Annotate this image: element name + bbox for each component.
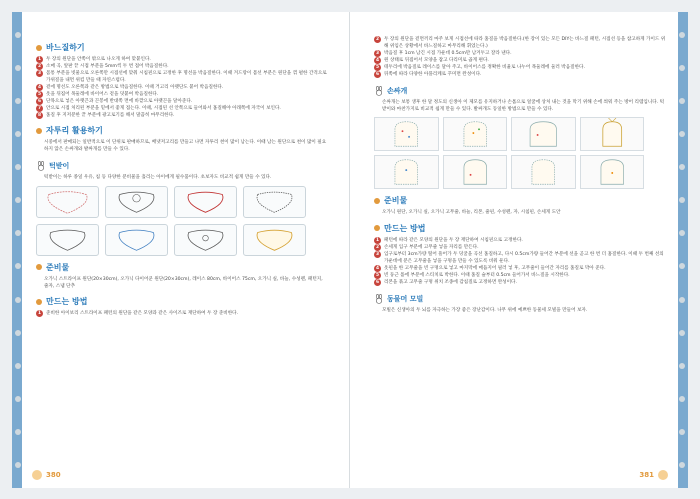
- step-item: 6 단목으로 넣은 아랫끈과 끈봉에 반대쪽 면에 바깥으로 아랫끈을 달아준다.: [37, 99, 193, 104]
- step-item: 5 옷을 뒤집어 목둘레에 바이어스 겉을 덧붙여 박음질한다.: [37, 92, 159, 97]
- section-title: 준비물: [374, 195, 666, 206]
- diagram-step: [243, 224, 306, 256]
- diagram-step: [36, 224, 99, 256]
- step-item: 1 준비한 아이보리 스트라이프 패턴의 원단을 같은 모양과 같은 사이즈로 재단하여 두 장 준비한다.: [37, 311, 239, 317]
- mitten-photo: [443, 117, 508, 151]
- materials-list: 오가닉 원단, 오가닉 실, 오가닉 고무줄, 바늘, 리본, 줄핀, 수성펜, 자, 시침핀, 손세게 도안: [382, 210, 561, 216]
- mitten-photo-grid: [374, 117, 644, 189]
- step-item: 5 테두리에 박음질로 레이스를 달아 주고, 바이어스를 정확한 비율로 나누어 목둘레에 둘러 박음질한다.: [375, 65, 585, 70]
- bullet-icon: [374, 225, 380, 231]
- step-item: 4 겉에 명선도 오른쪽과 같은 방법으로 박음질한다. 이때 거고리 아랫단도 붙어 박음질한다.: [37, 85, 224, 90]
- step-item: 1 두 장의 원단을 안쪽이 밖으로 나오게 하여 맞붙인다.: [37, 57, 151, 62]
- section-paragraph: 시중에서 판매되는 일반적으로 이 단위로 판매하므로, 배냇저고리를 만들고 나면 자투리 천이 많이 남는다. 이때 남는 원단으로 천이 많이 필요하지 않은 손싸개와 발싸개를 만들 수 있다.: [44, 140, 327, 153]
- bullet-icon: [36, 128, 42, 134]
- step-item: 3 몸통 부분을 빗물으로 오른쪽만 시접선에 맞춰 시침핀으로 고정한 후 명선을 박음질한다. 이때 겨드랑이 몸선 부분은 원단을 꺾 펼한 간격으로 가위질을 내면 위킴 만들 때 자연스럽다.: [37, 71, 327, 83]
- section-paragraph: 모빌은 신생아의 두 뇌를 자극하는 가장 좋은 장난감이다. 나무 위에 예쁘한 동물셰 모빌을 만들어 보자.: [382, 307, 588, 313]
- mitten-photo: [443, 155, 508, 189]
- section-title: 만드는 방법: [36, 296, 328, 307]
- section-title: 자투리 활용하기: [36, 125, 328, 136]
- step-item: 2 두 장의 원단을 겉면끼리 마주 보게 시접선에 따라 홈질을 박음질한다.(한 장이 있는 모든 DIY는 바느질 패턴, 시접선 등을 참고하게 가이드 위해 위임은 상황에서 바느질하고 마무리해 휘었는다.): [375, 37, 666, 49]
- mitten-photo: [374, 117, 439, 151]
- step-item: 5 빈 둥근 틀에 부분에 스티치로 박한다. 이때 홈질 슬부터 0.5cm 들어가서 바느질을 시작한다.: [375, 272, 570, 278]
- mitten-photo: [580, 117, 645, 151]
- step-item: 6 뒤쪽에 따라 다양한 아플리케로 꾸미면 완성이다.: [375, 72, 482, 77]
- section-title: 준비물: [36, 262, 328, 273]
- materials-list: 오가닉 스트라이프 원단(20×30cm), 오가닉 다이어쿤 원단(20×30cm), 레이스 80cm, 바이어스 75cm, 오가닉 실, 바늘, 수성펜, 패턴지, 줄자, 스냅 단추: [44, 276, 323, 289]
- step-item: 2 손세게 입구 부분에 고무줄 넣을 자리를 만든다.: [375, 244, 479, 250]
- steps-list: [374, 36, 666, 78]
- subheading: 동물머 모빌: [374, 294, 666, 304]
- bullet-icon: [374, 198, 380, 204]
- section-title: 바느질하기: [36, 42, 328, 53]
- binding-holes: [676, 32, 688, 468]
- mitten-photo: [511, 117, 576, 151]
- page-number: 381: [639, 470, 668, 480]
- section-paragraph: 손싸개는 보통 생후 한 달 정도의 신생아 이 제모를 유지하거나 손톱으로 얼굴에 상처 내는 것을 막기 위해 손에 씌워 주는 방어 리템입니다. 턱받이와 마찬가지로 비교적 쉽게 만들 수 있다. 발싸개도 동일한 방법으로 만들 수 있다.: [382, 100, 665, 113]
- flower-icon: [658, 470, 668, 480]
- bunny-icon: [374, 294, 384, 304]
- step-item: 1 패턴에 따라 같은 모양의 원단을 두 장 재단하여 시침핀으로 고정한다.: [375, 237, 523, 243]
- step-item: 4 원 상태로 뒤집어서 모양을 잡고 다리미로 곱게 편다.: [375, 58, 489, 63]
- bullet-icon: [36, 299, 42, 305]
- step-item: 6 리본을 묶고 고무줄 구멍 위치 조종에 감침질로 고정하면 완성이다.: [375, 279, 517, 285]
- diagram-step: [36, 186, 99, 218]
- diagram-step: [105, 186, 168, 218]
- diagram-step: [105, 224, 168, 256]
- right-page: [350, 12, 688, 488]
- right-content: [374, 36, 666, 314]
- steps-list: [36, 56, 328, 119]
- book-spread: [12, 12, 688, 488]
- bib-pattern-diagram: [36, 186, 306, 256]
- step-item: 3 박음질 후 1cm 남긴 시접 가운데 0.5cm만 남겨두고 잘라 낸다.: [375, 51, 512, 56]
- diagram-step: [174, 224, 237, 256]
- step-item: 8 홈질 후 지저분한 끝 부분에 광고로기를 해서 말끔히 마무리한다.: [37, 113, 175, 118]
- section-paragraph: 턱받이는 하루 종일 우유, 침 등 다양한 분비물을 흘리는 아이에게 필수품이다. 초보자도 비교적 쉽게 만들 수 있다.: [44, 175, 272, 181]
- mitten-photo: [374, 155, 439, 189]
- subheading: 손싸개: [374, 86, 666, 96]
- subheading: 턱받이: [36, 161, 328, 171]
- bullet-icon: [36, 264, 42, 270]
- step-item: 3 입구로부터 3cm가량 떨어 뜰어가 두 덩굴을 곡선 홈질하고, 다시 0.5cm가량 들어간 부분에 선을 곧고 한 번 더 홈질한다. 이때 두 번째 선의 가운데에 분은 고무줄을 넣을 구멍을 만들 수 있도록 비워 둔다.: [375, 251, 664, 264]
- step-item: 2 소매 곡, 앞판 끝 시접 부분을 5mm씩 두 번 접어 박음질한다.: [37, 64, 169, 69]
- diagram-step: [243, 186, 306, 218]
- diagram-step: [174, 186, 237, 218]
- left-page: [12, 12, 350, 488]
- bunny-icon: [374, 86, 384, 96]
- bunny-icon: [36, 161, 46, 171]
- section-title: 만드는 방법: [374, 223, 666, 234]
- steps-list: [374, 237, 666, 286]
- flower-icon: [32, 470, 42, 480]
- step-item: 4 옷핀을 한 고무줄을 빈 구멍으로 넣고 마지막에 매듭지어 필러 넣 후, 고무줄이 들어간 자리를 홈질로 막아 준다.: [375, 265, 606, 271]
- bullet-icon: [36, 45, 42, 51]
- mitten-photo: [580, 155, 645, 189]
- page-number: 380: [32, 470, 61, 480]
- mitten-photo: [511, 155, 576, 189]
- left-content: [36, 36, 328, 317]
- step-item: 7 안으로 시접 처리된 부분을 밑에서 좋게 접는다. 이때, 시접된 선 안쪽으로 들어와서 홈질해야 아래쪽에 자국이 보인다.: [37, 106, 281, 111]
- binding-holes: [12, 32, 24, 468]
